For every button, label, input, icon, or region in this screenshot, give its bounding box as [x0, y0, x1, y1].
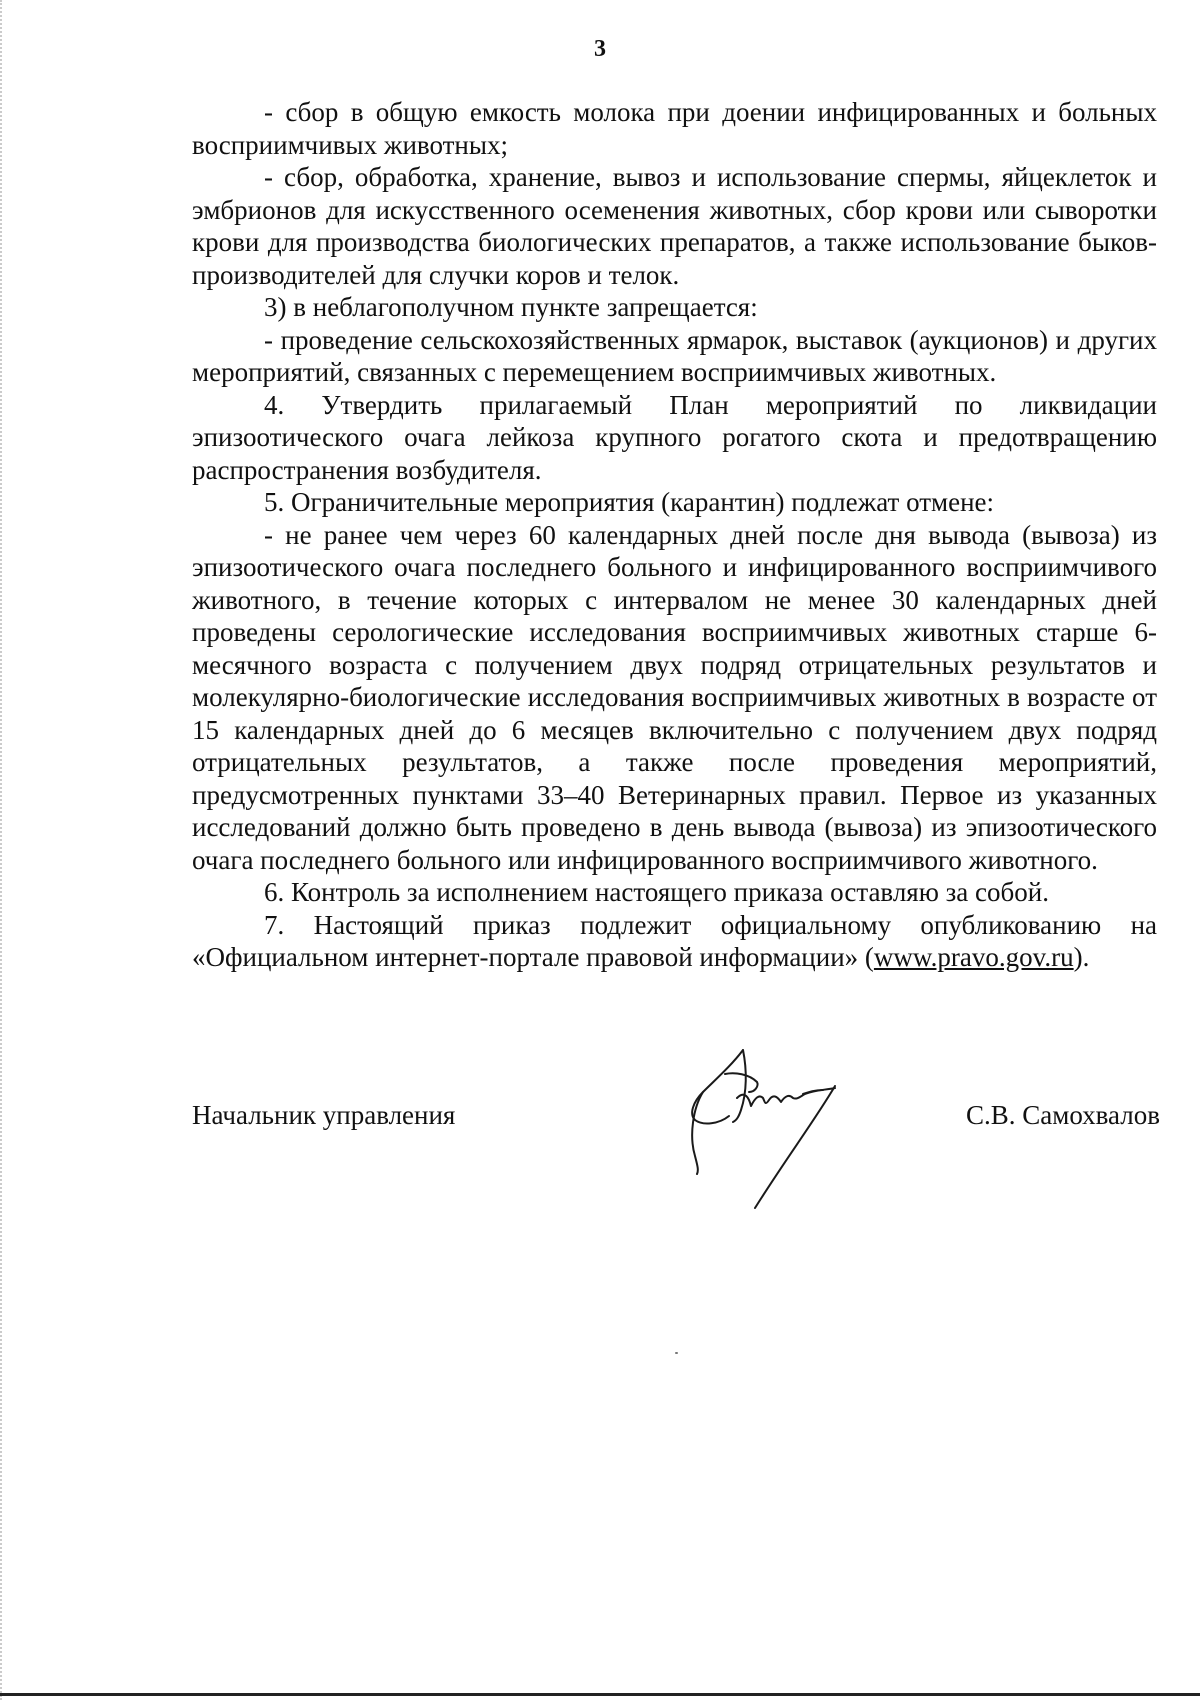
pravo-gov-link[interactable]: www.pravo.gov.ru: [873, 942, 1074, 972]
paragraph: 5. Ограничительные мероприятия (карантин) подлежат отмене:: [264, 487, 995, 517]
signer-name: С.В. Самохвалов: [965, 1100, 1160, 1130]
handwritten-signature: [685, 1040, 875, 1220]
publication-text: 7. Настоящий приказ подлежит официальному опубликованию на «Официальном интернет-портале правовой информации» (: [192, 909, 1157, 972]
paragraph: - сбор в общую емкость молока при доении инфицированных и больных восприимчивых животных;: [192, 97, 1157, 160]
paragraph: - сбор, обработка, хранение, вывоз и использование спермы, яйцеклеток и эмбрионов для искусственного осеменения животных, сбор крови или сыворотки крови для производства биологических препаратов, а также использование быков-производителей для случки коров и телок.: [192, 162, 1157, 290]
document-body: [192, 96, 1157, 974]
paragraph: 4. Утвердить прилагаемый План мероприятий по ликвидации эпизоотического очага лейкоза крупного рогатого скота и предотвращению распространения возбудителя.: [192, 389, 1157, 485]
paragraph: 6. Контроль за исполнением настоящего приказа оставляю за собой.: [264, 877, 1049, 907]
publication-closing: ).: [1073, 942, 1090, 972]
paragraph: 3) в неблагополучном пункте запрещается:: [264, 292, 758, 322]
paragraph: - проведение сельскохозяйственных ярмарок, выставок (аукционов) и других мероприятий, связанных с перемещением восприимчивых животных.: [192, 324, 1157, 387]
scan-edge-dots: [0, 0, 5, 1700]
scan-speck: [675, 1352, 678, 1354]
paragraph: - не ранее чем через 60 календарных дней после дня вывода (вывоза) из эпизоотического очага последнего больного и инфицированного восприимчивого животного, в течение которых с интервалом не менее 30 календарных дней проведены серологические исследования восприимчивых животных старше 6-месячного возраста с получением двух подряд отрицательных результатов и молекулярно-биологические исследования восприимчивых животных в возрасте от 15 календарных дней до 6 месяцев включительно с получением двух подряд отрицательных результатов, а также после проведения мероприятий, предусмотренных пунктами 33–40 Ветеринарных правил. Первое из указанных исследований должно быть проведено в день вывода (вывоза) из эпизоотического очага последнего больного или инфицированного восприимчивого животного.: [192, 519, 1157, 875]
page-number: 3: [594, 36, 606, 62]
signer-position: Начальник управления: [192, 1100, 456, 1130]
bottom-scan-line: [0, 1693, 1200, 1696]
publication-paragraph: [192, 909, 1157, 974]
